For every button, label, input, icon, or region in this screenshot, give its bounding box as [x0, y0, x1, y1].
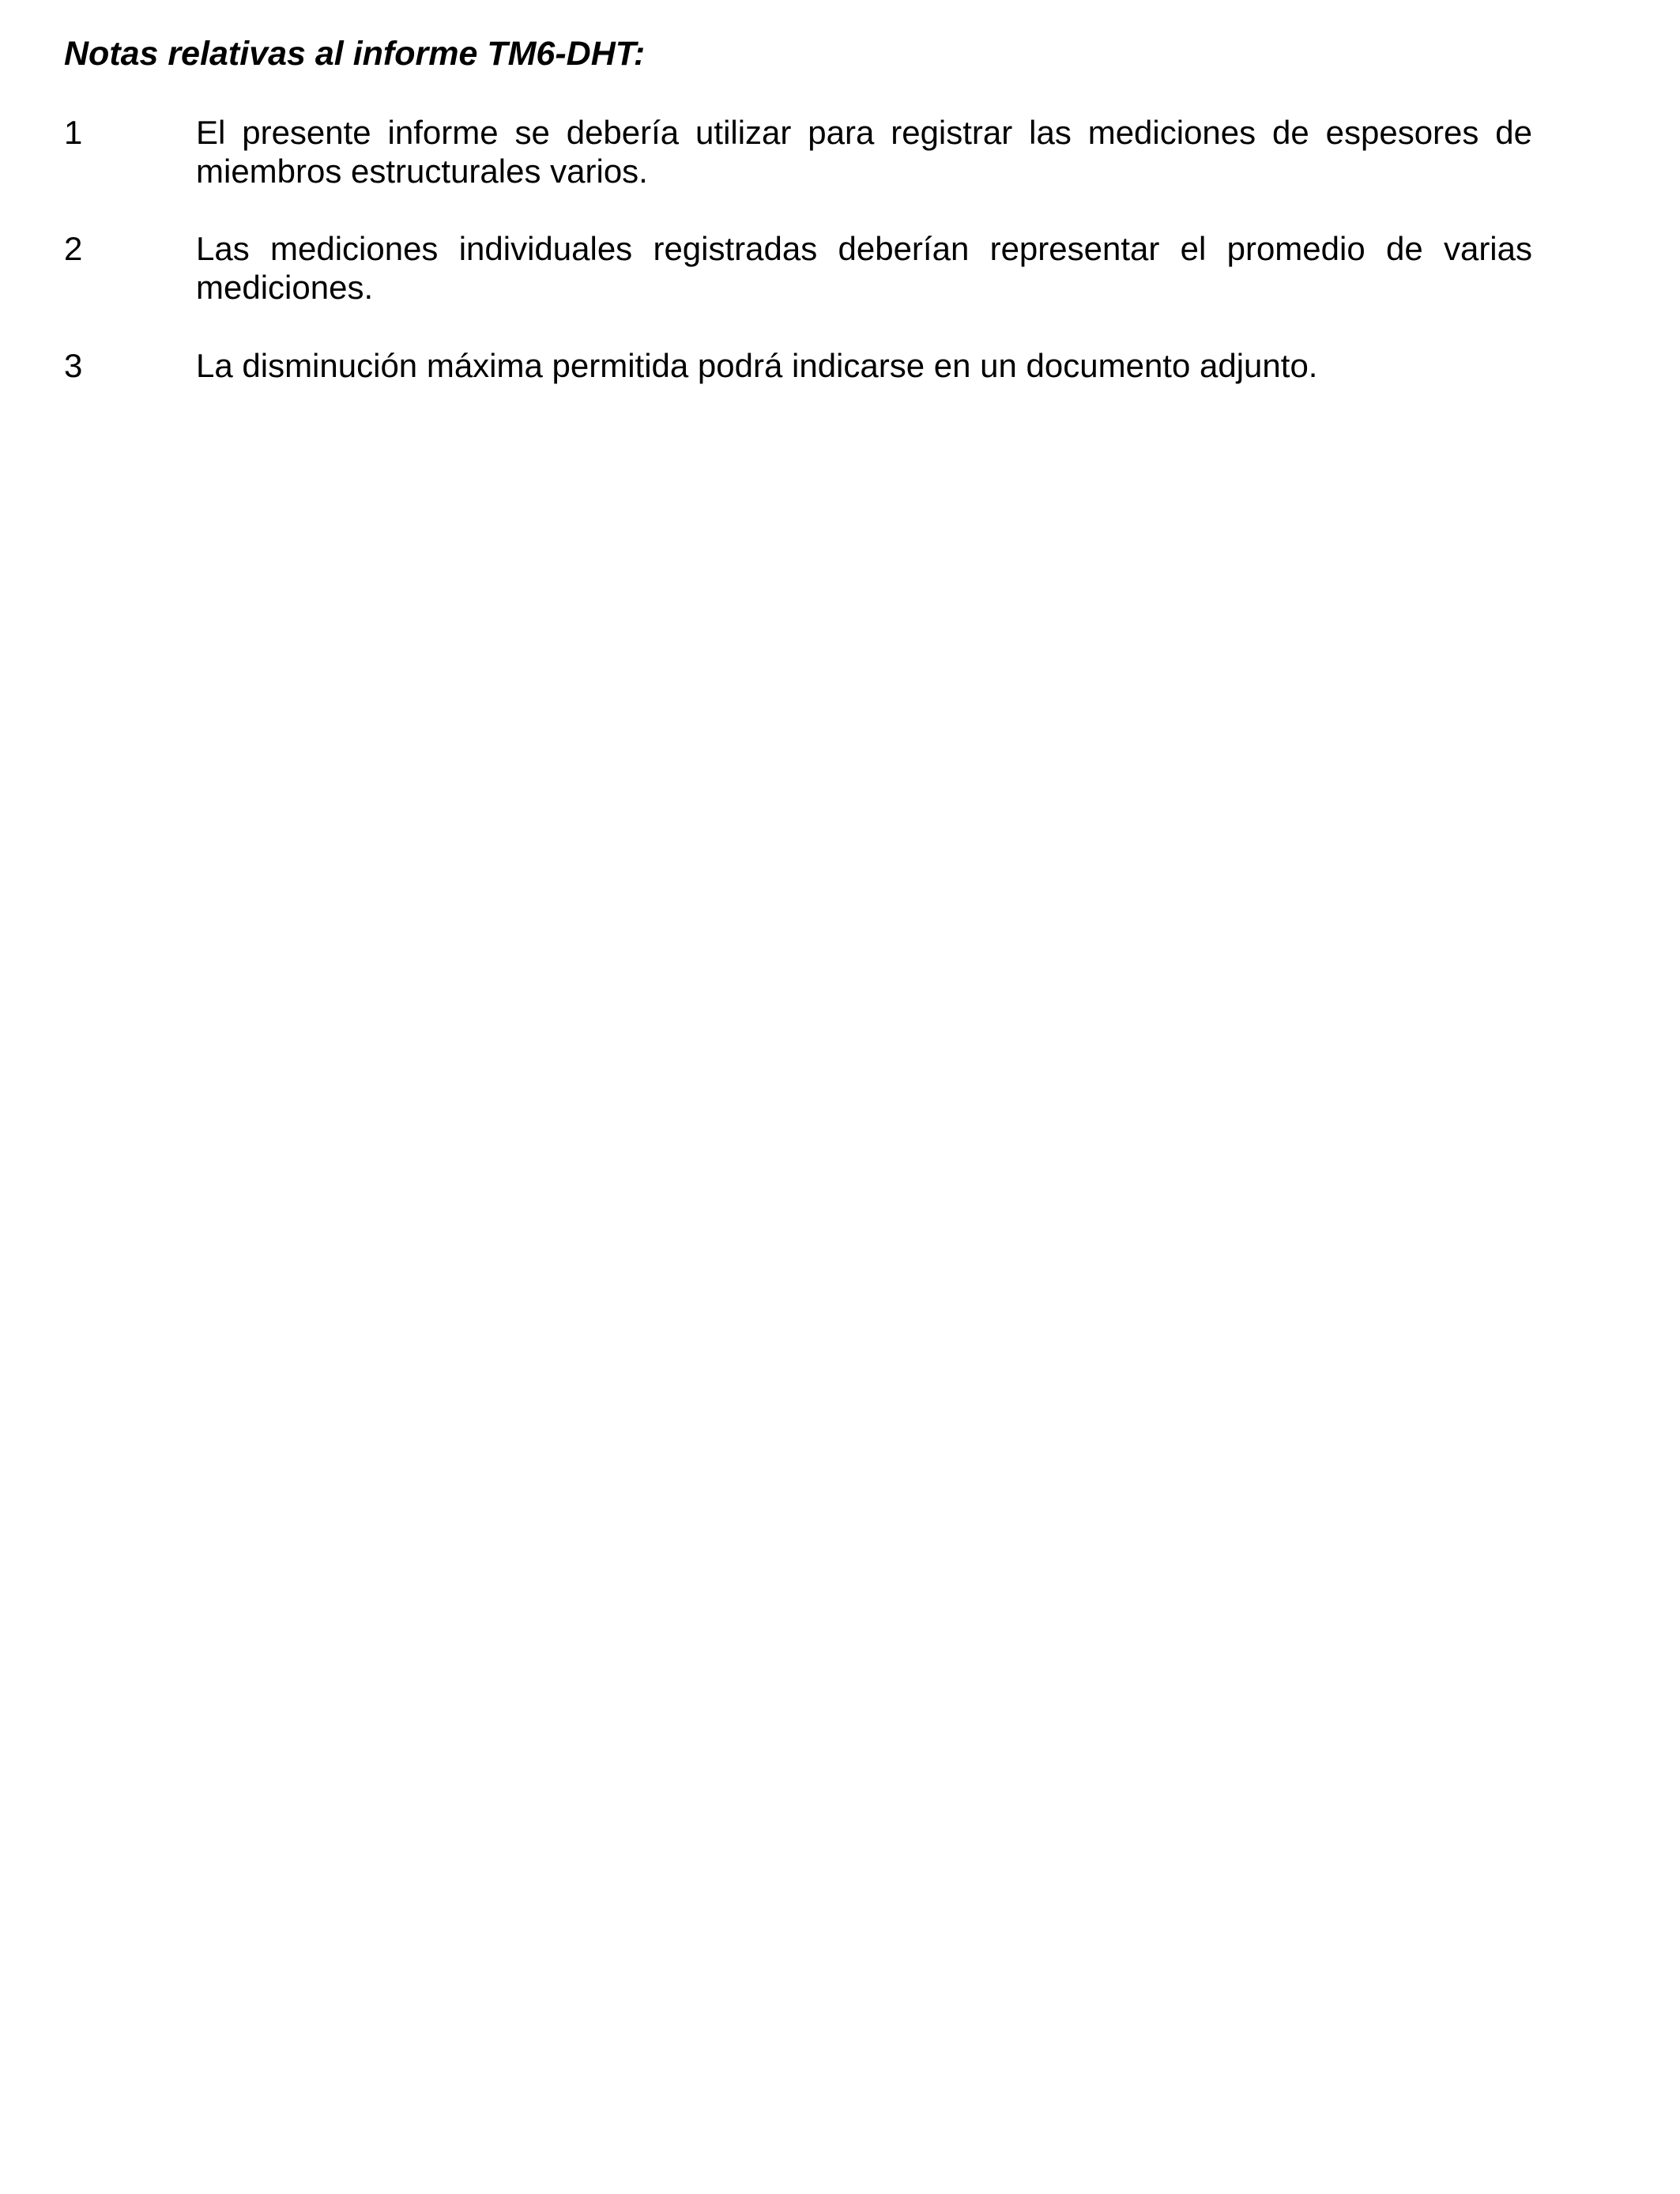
note-number: 2 [64, 230, 83, 267]
note-text: La disminución máxima permitida podrá indicarse en un documento adjunto. [196, 347, 1318, 384]
note-text: Las mediciones individuales registradas deberían representar el promedio de varias mediciones. [196, 230, 1532, 306]
note-number: 3 [64, 347, 83, 384]
note-number: 1 [64, 114, 83, 151]
note-text: El presente informe se debería utilizar para registrar las mediciones de espesores de miembros estructurales varios. [196, 114, 1532, 190]
notes-heading: Notas relativas al informe TM6-DHT: [64, 35, 646, 73]
